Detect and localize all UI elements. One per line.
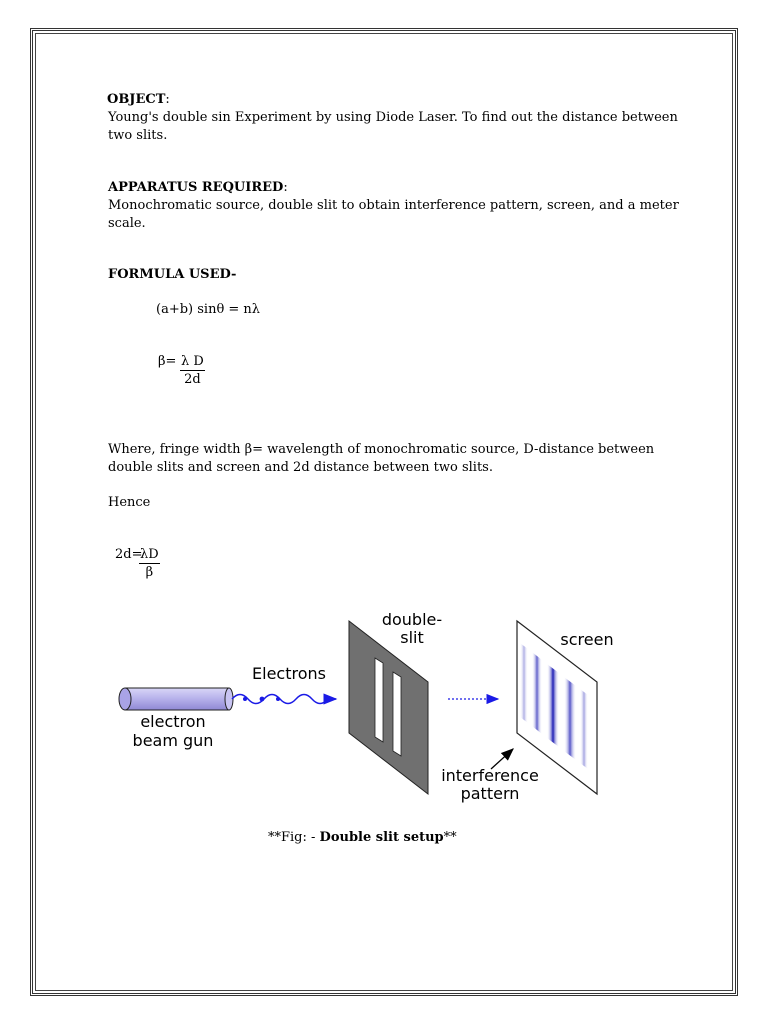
electron-gun <box>119 688 233 710</box>
formula-heading: FORMULA USED- <box>108 267 237 282</box>
slit-opening <box>375 658 383 742</box>
double-slit-diagram <box>0 600 768 810</box>
caption-title: Double slit setup <box>319 830 444 845</box>
fringe-band <box>547 664 559 747</box>
electron-dot <box>276 697 280 701</box>
formula-beta-fraction <box>180 353 205 388</box>
where-line-2: double slits and screen and 2d distance between two slits. <box>108 460 493 475</box>
label-pattern-line-2: pattern <box>460 784 520 803</box>
object-heading: OBJECT <box>107 92 166 107</box>
label-electrons: Electrons <box>252 664 326 683</box>
apparatus-heading: APPARATUS REQUIRED <box>108 180 284 195</box>
caption-suffix: ** <box>443 830 457 845</box>
apparatus-colon: : <box>283 180 288 195</box>
hence-fraction <box>139 546 160 581</box>
figure-caption <box>268 829 457 847</box>
object-colon: : <box>165 92 170 107</box>
formula-beta-lhs: β= <box>158 354 177 369</box>
slit-opening <box>393 672 401 756</box>
fringe-band <box>532 652 542 734</box>
object-text-line-2: two slits. <box>108 128 168 143</box>
apparatus-text-line-2: scale. <box>108 216 146 231</box>
label-slit-line-2: slit <box>400 628 424 647</box>
fringe-band <box>564 677 576 760</box>
label-gun-line-2: beam gun <box>132 731 214 750</box>
electron-dot <box>260 697 265 702</box>
caption-prefix: **Fig: - <box>268 830 320 845</box>
hence-lhs: 2d= <box>115 547 143 562</box>
where-line-1: Where, fringe width β= wavelength of monochromatic source, D-distance between <box>108 442 655 457</box>
formula-equation-1: (a+b) sinθ = nλ <box>156 302 261 317</box>
electron-dot <box>243 697 247 701</box>
formula-beta-numerator: λ D <box>181 354 204 369</box>
label-pattern-line-1: interference <box>441 766 539 785</box>
object-text-line-1: Young's double sin Experiment by using Diode Laser. To find out the distance between <box>108 110 678 125</box>
object-heading-line <box>107 91 170 109</box>
apparatus-text-line-1: Monochromatic source, double slit to obtain interference pattern, screen, and a meter <box>108 198 679 213</box>
label-screen: screen <box>560 630 614 649</box>
hence-denominator: β <box>145 565 154 580</box>
label-slit-line-1: double- <box>381 610 443 629</box>
hence-numerator: λD <box>140 547 159 562</box>
hence-label: Hence <box>108 495 151 510</box>
electron-beam-wave <box>232 695 336 704</box>
apparatus-heading-line <box>108 179 288 197</box>
label-gun-line-1: electron <box>140 712 206 731</box>
fringe-band <box>580 689 588 769</box>
page-border-inner <box>35 33 733 991</box>
formula-beta-denominator: 2d <box>184 372 201 387</box>
fringe-band <box>520 643 528 723</box>
